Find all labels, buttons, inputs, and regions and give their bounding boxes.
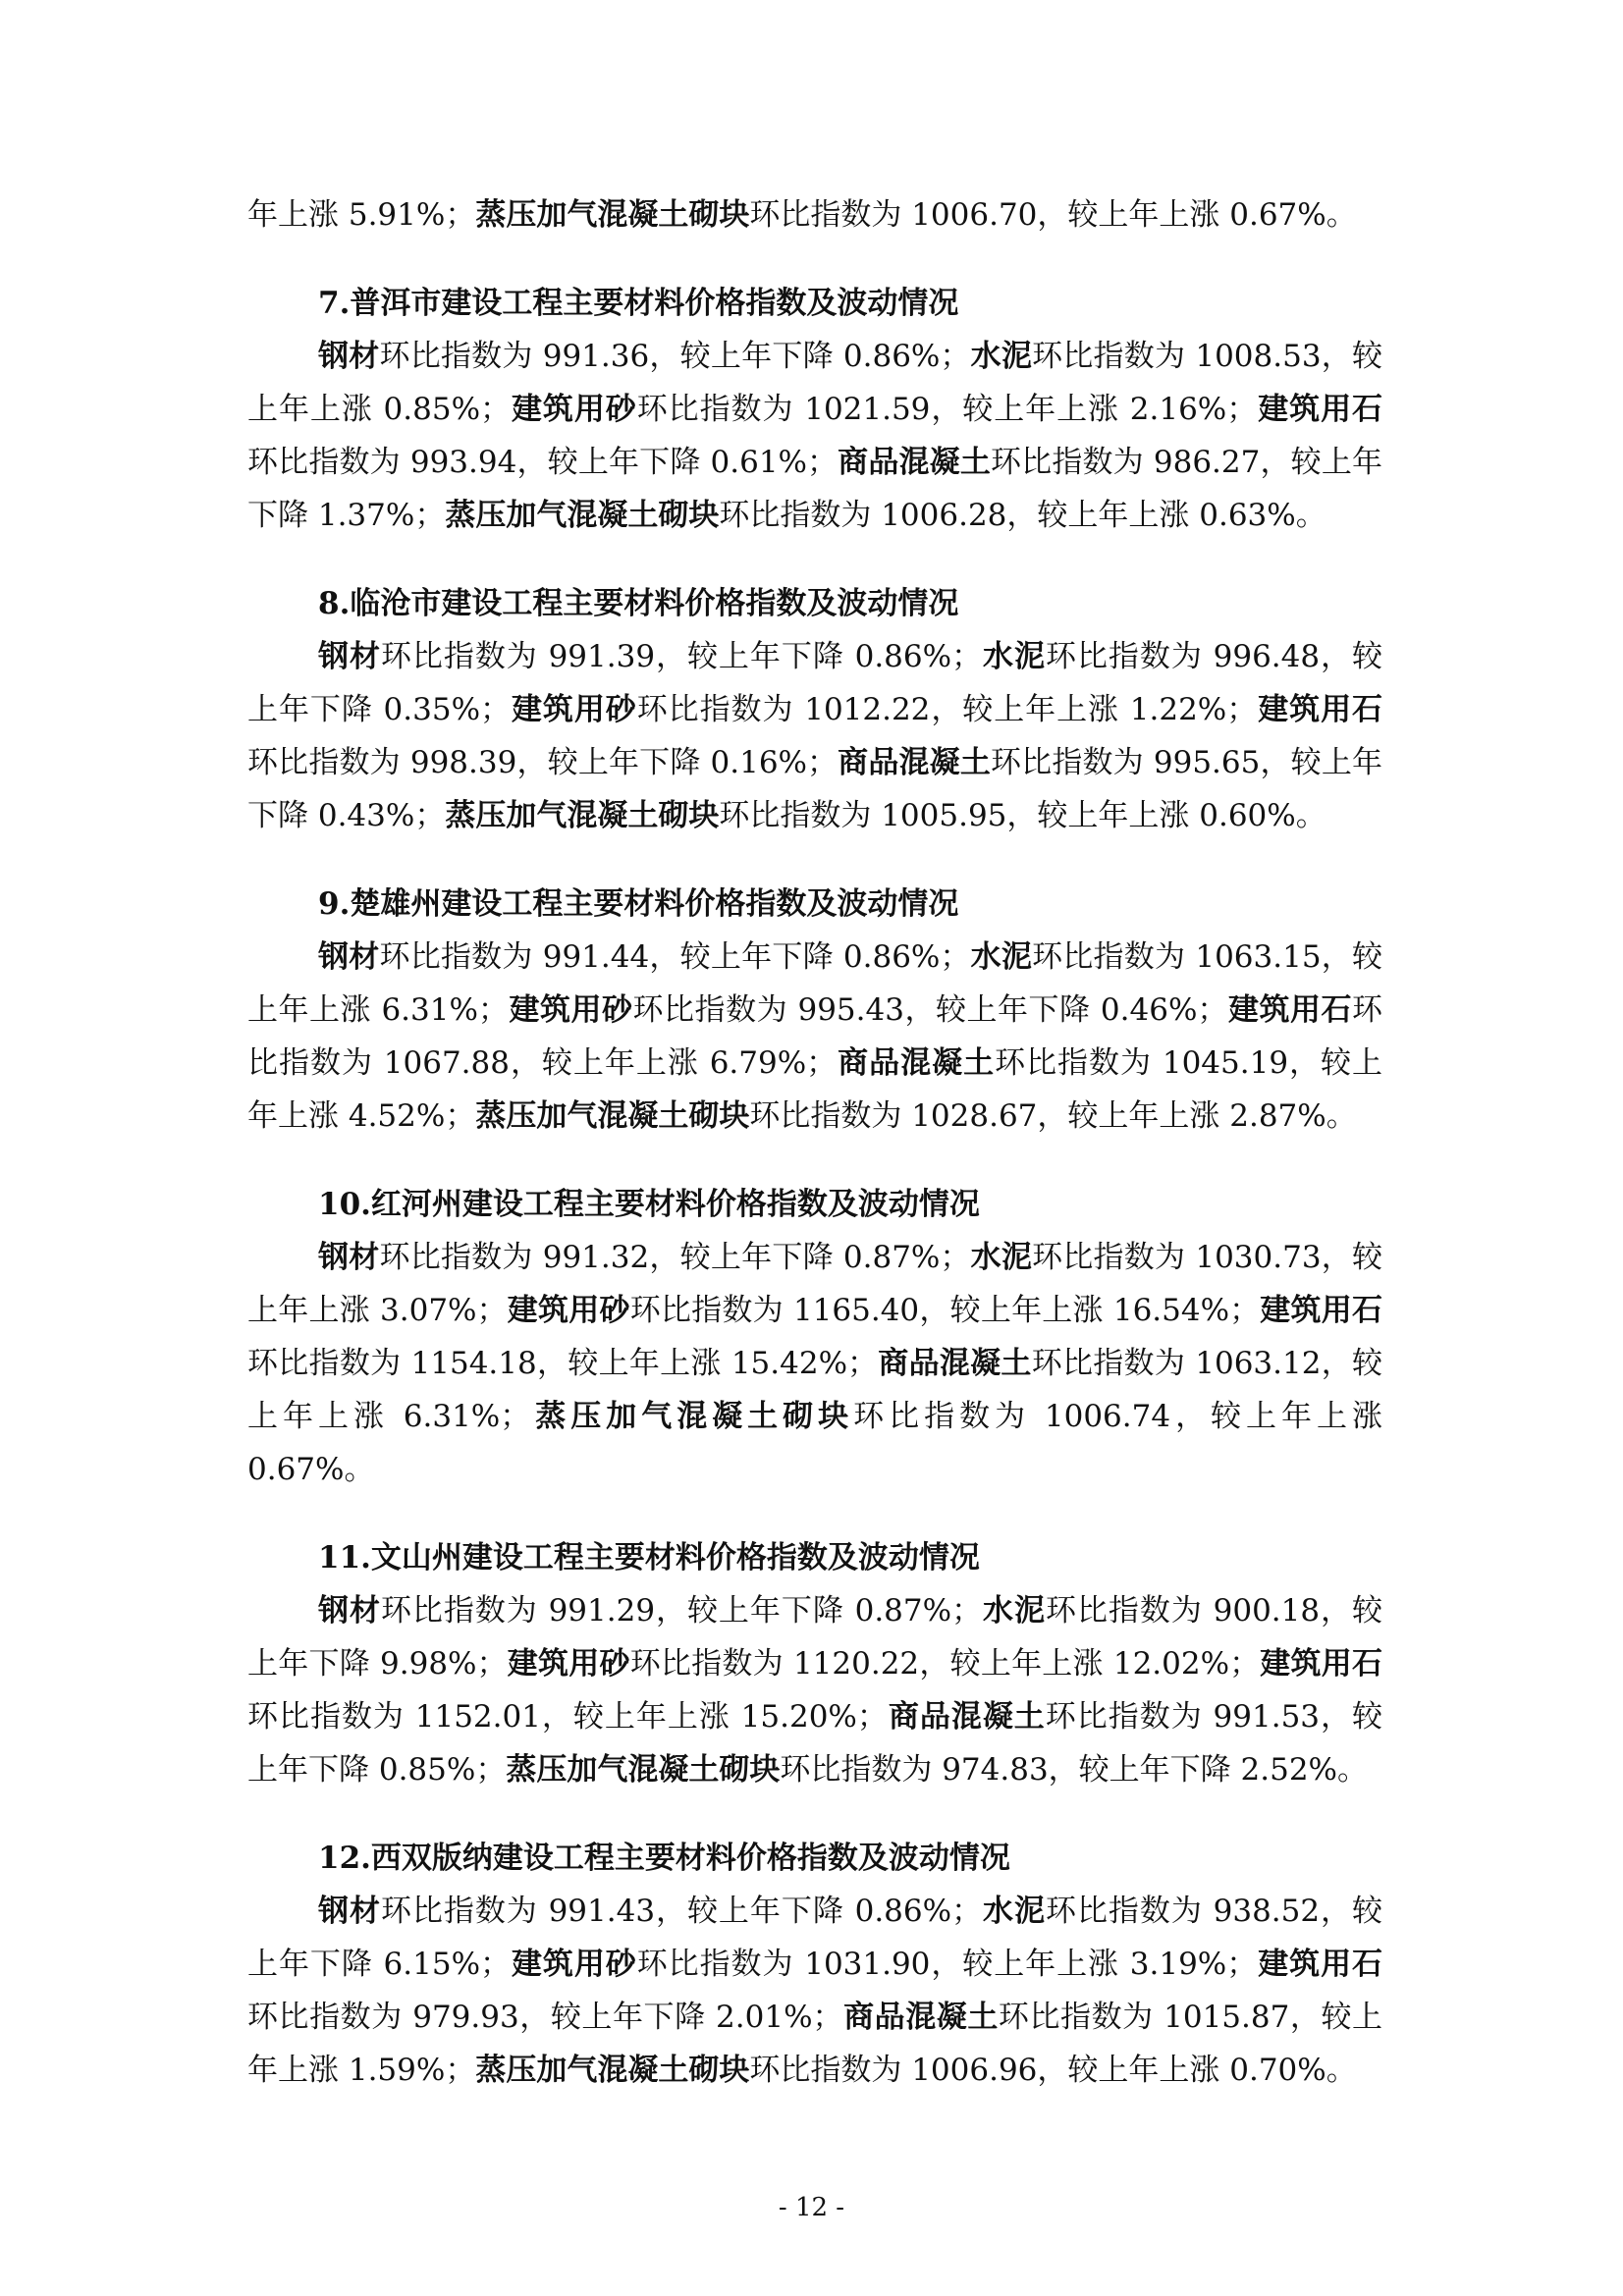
material-name: 钢材 <box>318 1894 381 1929</box>
material-index-text: 环比指数为 991.36，较上年下降 0.86%； <box>379 339 971 374</box>
material-name: 建筑用石 <box>1227 992 1353 1028</box>
material-index-text: 环比指数为 1006.96，较上年上涨 0.70%。 <box>749 2053 1357 2088</box>
section <box>247 1531 1382 1796</box>
material-name: 商品混凝土 <box>842 2000 999 2035</box>
material-name: 蒸压加气混凝土砌块 <box>445 498 720 533</box>
material-index-text: 环比指数为 1006.74，较上年上涨 0.67%。 <box>247 1399 1382 1487</box>
material-index-text: 环比指数为 1028.67，较上年上涨 2.87%。 <box>749 1098 1357 1134</box>
section-heading: 9.楚雄州建设工程主要材料价格指数及波动情况 <box>318 886 959 922</box>
material-name: 建筑用砂 <box>507 1293 630 1328</box>
material-name: 建筑用砂 <box>511 1947 637 1982</box>
section-paragraph <box>247 1231 1382 1496</box>
section <box>247 878 1382 1143</box>
material-index-text: 环比指数为 996.48，较上年下降 0.35%； <box>247 639 1383 727</box>
material-name: 商品混凝土 <box>838 745 992 780</box>
page-number: - 12 - <box>778 2193 845 2222</box>
material-index-text: 环比指数为 993.94，较上年下降 0.61%； <box>247 445 838 480</box>
material-index-text: 环比指数为 1005.95，较上年上涨 0.60%。 <box>719 798 1326 833</box>
material-index-text: 环比指数为 991.43，较上年下降 0.86%； <box>380 1894 983 1929</box>
material-name: 蒸压加气混凝土砌块 <box>506 1752 781 1788</box>
section <box>247 277 1382 542</box>
material-index-text: 环比指数为 991.29，较上年下降 0.87%； <box>380 1593 983 1629</box>
material-name: 钢材 <box>318 1593 381 1629</box>
material-index-text: 环比指数为 1063.12，较上年上涨 6.31%； <box>247 1346 1383 1434</box>
material-index-text: 环比指数为 1021.59，较上年上涨 2.16%； <box>636 392 1258 427</box>
material-name: 建筑用石 <box>1260 1293 1383 1328</box>
material-index-text: 环比指数为 991.53，较上年下降 0.85%； <box>247 1699 1382 1788</box>
section-heading: 10.红河州建设工程主要材料价格指数及波动情况 <box>318 1187 980 1222</box>
section-heading: 11.文山州建设工程主要材料价格指数及波动情况 <box>318 1540 980 1575</box>
material-index-text: 环比指数为 1012.22，较上年上涨 1.22%； <box>636 692 1258 727</box>
intro-material-text: 环比指数为 1006.70，较上年上涨 0.67%。 <box>749 197 1357 233</box>
material-index-text: 环比指数为 974.83，较上年下降 2.52%。 <box>780 1752 1368 1788</box>
material-index-text: 环比指数为 995.65，较上年下降 0.43%； <box>247 745 1383 833</box>
material-name: 水泥 <box>970 1240 1033 1275</box>
material-name: 水泥 <box>982 1894 1046 1929</box>
material-name: 水泥 <box>982 639 1046 674</box>
material-index-text: 环比指数为 1063.15，较上年上涨 6.31%； <box>247 939 1383 1028</box>
material-name: 商品混凝土 <box>837 1045 996 1081</box>
section-heading: 8.临沧市建设工程主要材料价格指数及波动情况 <box>318 586 959 621</box>
material-index-text: 环比指数为 1030.73，较上年上涨 3.07%； <box>247 1240 1383 1328</box>
material-name: 蒸压加气混凝土砌块 <box>445 798 720 833</box>
intro-material-name: 蒸压加气混凝土砌块 <box>475 197 750 233</box>
material-name: 钢材 <box>318 339 380 374</box>
material-index-text: 环比指数为 1008.53，较上年上涨 0.85%； <box>247 339 1383 427</box>
material-index-text: 环比指数为 991.32，较上年下降 0.87%； <box>379 1240 971 1275</box>
material-name: 商品混凝土 <box>887 1699 1046 1735</box>
material-name: 建筑用砂 <box>511 692 637 727</box>
material-index-text: 环比指数为 1154.18，较上年上涨 15.42%； <box>247 1346 879 1381</box>
material-name: 钢材 <box>318 639 381 674</box>
material-name: 商品混凝土 <box>838 445 992 480</box>
material-index-text: 环比指数为 1031.90，较上年上涨 3.19%； <box>636 1947 1258 1982</box>
material-name: 建筑用砂 <box>511 392 637 427</box>
material-index-text: 环比指数为 986.27，较上年下降 1.37%； <box>247 445 1383 533</box>
material-name: 蒸压加气混凝土砌块 <box>475 1098 750 1134</box>
section <box>247 1832 1382 2097</box>
material-name: 建筑用石 <box>1257 692 1383 727</box>
material-index-text: 环比指数为 991.44，较上年下降 0.86%； <box>379 939 971 975</box>
section-heading: 7.普洱市建设工程主要材料价格指数及波动情况 <box>318 286 959 321</box>
document-body <box>247 188 1382 2097</box>
intro-paragraph <box>247 188 1382 241</box>
material-index-text: 环比指数为 979.93，较上年下降 2.01%； <box>247 2000 843 2035</box>
material-name: 蒸压加气混凝土砌块 <box>475 2053 750 2088</box>
material-index-text: 环比指数为 1152.01，较上年上涨 15.20%； <box>247 1699 888 1735</box>
material-index-text: 环比指数为 938.52，较上年下降 6.15%； <box>247 1894 1383 1982</box>
material-name: 建筑用砂 <box>507 1646 630 1682</box>
material-name: 建筑用石 <box>1260 1646 1383 1682</box>
section-paragraph <box>247 1584 1382 1796</box>
section-paragraph <box>247 931 1382 1143</box>
material-name: 商品混凝土 <box>878 1346 1032 1381</box>
section-paragraph <box>247 330 1382 542</box>
material-name: 蒸压加气混凝土砌块 <box>530 1399 854 1434</box>
section-heading: 12.西双版纳建设工程主要材料价格指数及波动情况 <box>318 1841 1010 1876</box>
section-paragraph <box>247 1885 1382 2097</box>
material-index-text: 环比指数为 995.43，较上年下降 0.46%； <box>632 992 1228 1028</box>
material-index-text: 环比指数为 1165.40，较上年上涨 16.54%； <box>629 1293 1261 1328</box>
intro-text: 年上涨 5.91%； <box>247 197 476 233</box>
material-name: 建筑用砂 <box>508 992 633 1028</box>
section <box>247 577 1382 842</box>
section-paragraph <box>247 630 1382 842</box>
material-index-text: 环比指数为 900.18，较上年下降 9.98%； <box>247 1593 1383 1682</box>
material-name: 水泥 <box>982 1593 1046 1629</box>
material-name: 建筑用石 <box>1257 1947 1383 1982</box>
material-name: 钢材 <box>318 1240 380 1275</box>
material-index-text: 环比指数为 998.39，较上年下降 0.16%； <box>247 745 838 780</box>
section <box>247 1178 1382 1496</box>
material-name: 建筑用石 <box>1257 392 1383 427</box>
material-index-text: 环比指数为 1045.19，较上年上涨 4.52%； <box>247 1045 1382 1134</box>
material-index-text: 环比指数为 1067.88，较上年上涨 6.79%； <box>247 992 1383 1081</box>
material-index-text: 环比指数为 1006.28，较上年上涨 0.63%。 <box>719 498 1326 533</box>
material-index-text: 环比指数为 991.39，较上年下降 0.86%； <box>380 639 983 674</box>
material-name: 钢材 <box>318 939 380 975</box>
material-name: 水泥 <box>970 339 1033 374</box>
material-index-text: 环比指数为 1120.22，较上年上涨 12.02%； <box>629 1646 1261 1682</box>
material-name: 水泥 <box>970 939 1033 975</box>
sections-container <box>247 277 1382 2097</box>
material-index-text: 环比指数为 1015.87，较上年上涨 1.59%； <box>247 2000 1383 2088</box>
